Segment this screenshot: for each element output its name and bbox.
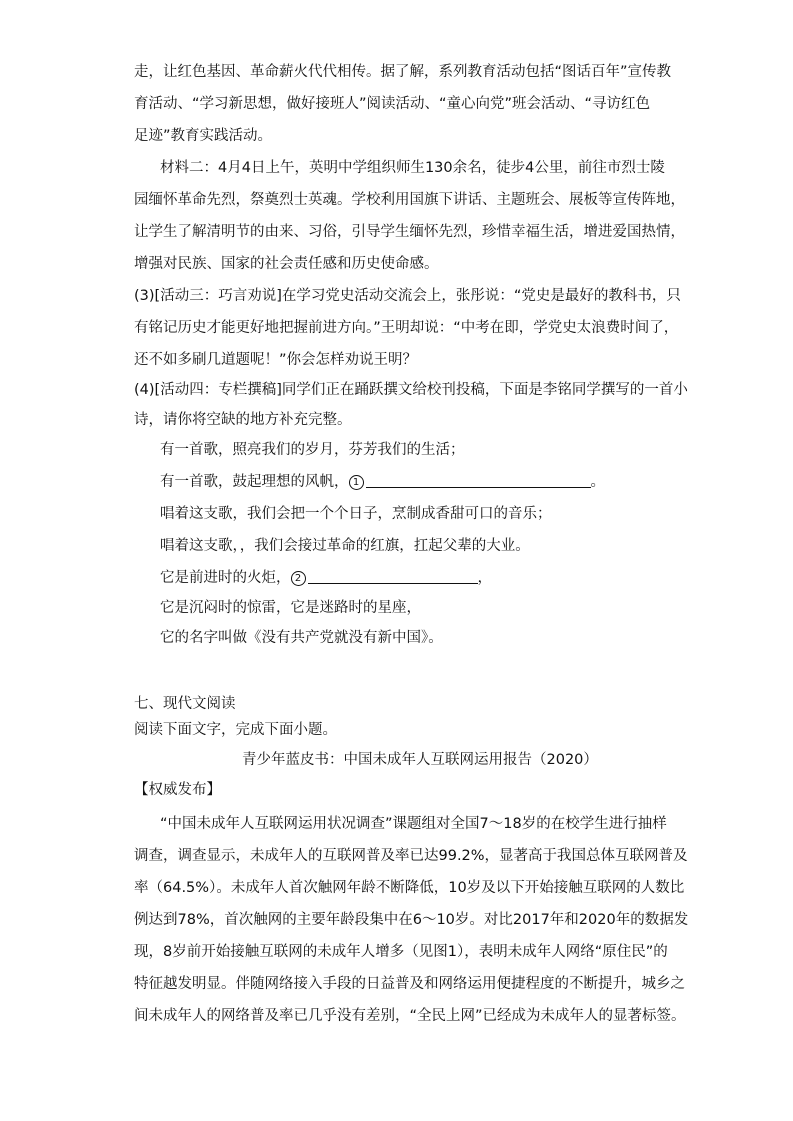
article-tag: 【权威发布】 xyxy=(134,782,221,798)
paragraph-line: 走，让红色基因、革命薪火代代相传。据了解，系列教育活动包括“图话百年”宣传教 xyxy=(134,64,672,80)
paragraph-line: 育活动、“学习新思想，做好接班人”阅读活动、“童心向党”班会活动、“寻访红色 xyxy=(134,96,651,112)
material-two-line: 园缅怀革命先烈，祭奠烈士英魂。学校利用国旗下讲话、主题班会、展板等宣传阵地， xyxy=(134,192,685,208)
article-line: 间未成年人的网络普及率已几乎没有差别，“全民上网”已经成为未成年人的显著标签。 xyxy=(134,1008,686,1024)
question-3-line: 有铭记历史才能更好地把握前进方向。”王明却说：“中考在即，学党史太浪费时间了， xyxy=(134,320,679,336)
fill-blank-line[interactable] xyxy=(366,473,591,488)
material-two-line: 增强对民族、国家的社会责任感和历史使命感。 xyxy=(134,256,439,272)
article-line: 现，8岁前开始接触互联网的未成年人增多（见图1），表明未成年人网络“原住民”的 xyxy=(134,944,668,960)
poem-line: 它的名字叫做《没有共产党就没有新中国》。 xyxy=(160,630,443,646)
question-3-line: 还不如多刷几道题呢！”你会怎样劝说王明？ xyxy=(134,352,418,368)
article-line: 率（64.5%）。未成年人首次触网年龄不断降低，10岁及以下开始接触互联网的人数比 xyxy=(134,880,685,896)
poem-text: ， xyxy=(477,570,492,586)
question-4-line: (4)[活动四：专栏撰稿]同学们正在踊跃撰文给校刊投稿，下面是李铭同学撰写的一首小 xyxy=(134,382,688,398)
poem-text: 。 xyxy=(590,474,605,490)
fill-blank-line[interactable] xyxy=(308,569,478,584)
question-4-line: 诗，请你将空缺的地方补充完整。 xyxy=(134,412,352,428)
instruction: 阅读下面文字，完成下面小题。 xyxy=(134,722,337,738)
paragraph-line: 足迹”教育实践活动。 xyxy=(134,128,273,144)
poem-line: 它是沉闷时的惊雷，它是迷路时的星座， xyxy=(160,600,421,616)
article-line: 例达到78%，首次触网的主要年龄段集中在6～10岁。对比2017年和2020年的数据发 xyxy=(134,912,689,928)
article-title: 青少年蓝皮书：中国未成年人互联网运用报告（2020） xyxy=(242,752,598,768)
material-two-line: 材料二：4月4日上午，英明中学组织师生130余名，徒步4公里，前往市烈士陵 xyxy=(160,160,665,176)
material-two-line: 让学生了解清明节的由来、习俗，引导学生缅怀先烈，珍惜幸福生活，增进爱国热情， xyxy=(134,224,685,240)
article-line: 特征越发明显。伴随网络接入手段的日益普及和网络运用便捷程度的不断提升，城乡之 xyxy=(134,976,685,992)
poem-line: 唱着这支歌，，我们会接过革命的红旗，扛起父辈的大业。 xyxy=(160,538,530,554)
poem-line-with-blank xyxy=(160,568,492,588)
article-line: “中国未成年人互联网运用状况调查”课题组对全国7～18岁的在校学生进行抽样 xyxy=(160,816,667,832)
section-heading: 七、现代文阅读 xyxy=(134,696,236,712)
poem-line: 唱着这支歌，我们会把一个个日子，烹制成香甜可口的音乐； xyxy=(160,506,552,522)
circled-number-icon: 1 xyxy=(349,475,364,490)
article-line: 调查，调查显示，未成年人的互联网普及率已达99.2%，显著高于我国总体互联网普及 xyxy=(134,848,688,864)
question-3-line: (3)[活动三：巧言劝说]在学习党史活动交流会上，张彤说：“党史是最好的教科书，只 xyxy=(134,288,681,304)
poem-line-with-blank xyxy=(160,472,605,492)
circled-number-icon: 2 xyxy=(291,571,306,586)
poem-line: 有一首歌，照亮我们的岁月，芬芳我们的生活； xyxy=(160,442,465,458)
poem-text: 它是前进时的火炬， xyxy=(160,570,291,586)
poem-text: 有一首歌，鼓起理想的风帆， xyxy=(160,474,349,490)
